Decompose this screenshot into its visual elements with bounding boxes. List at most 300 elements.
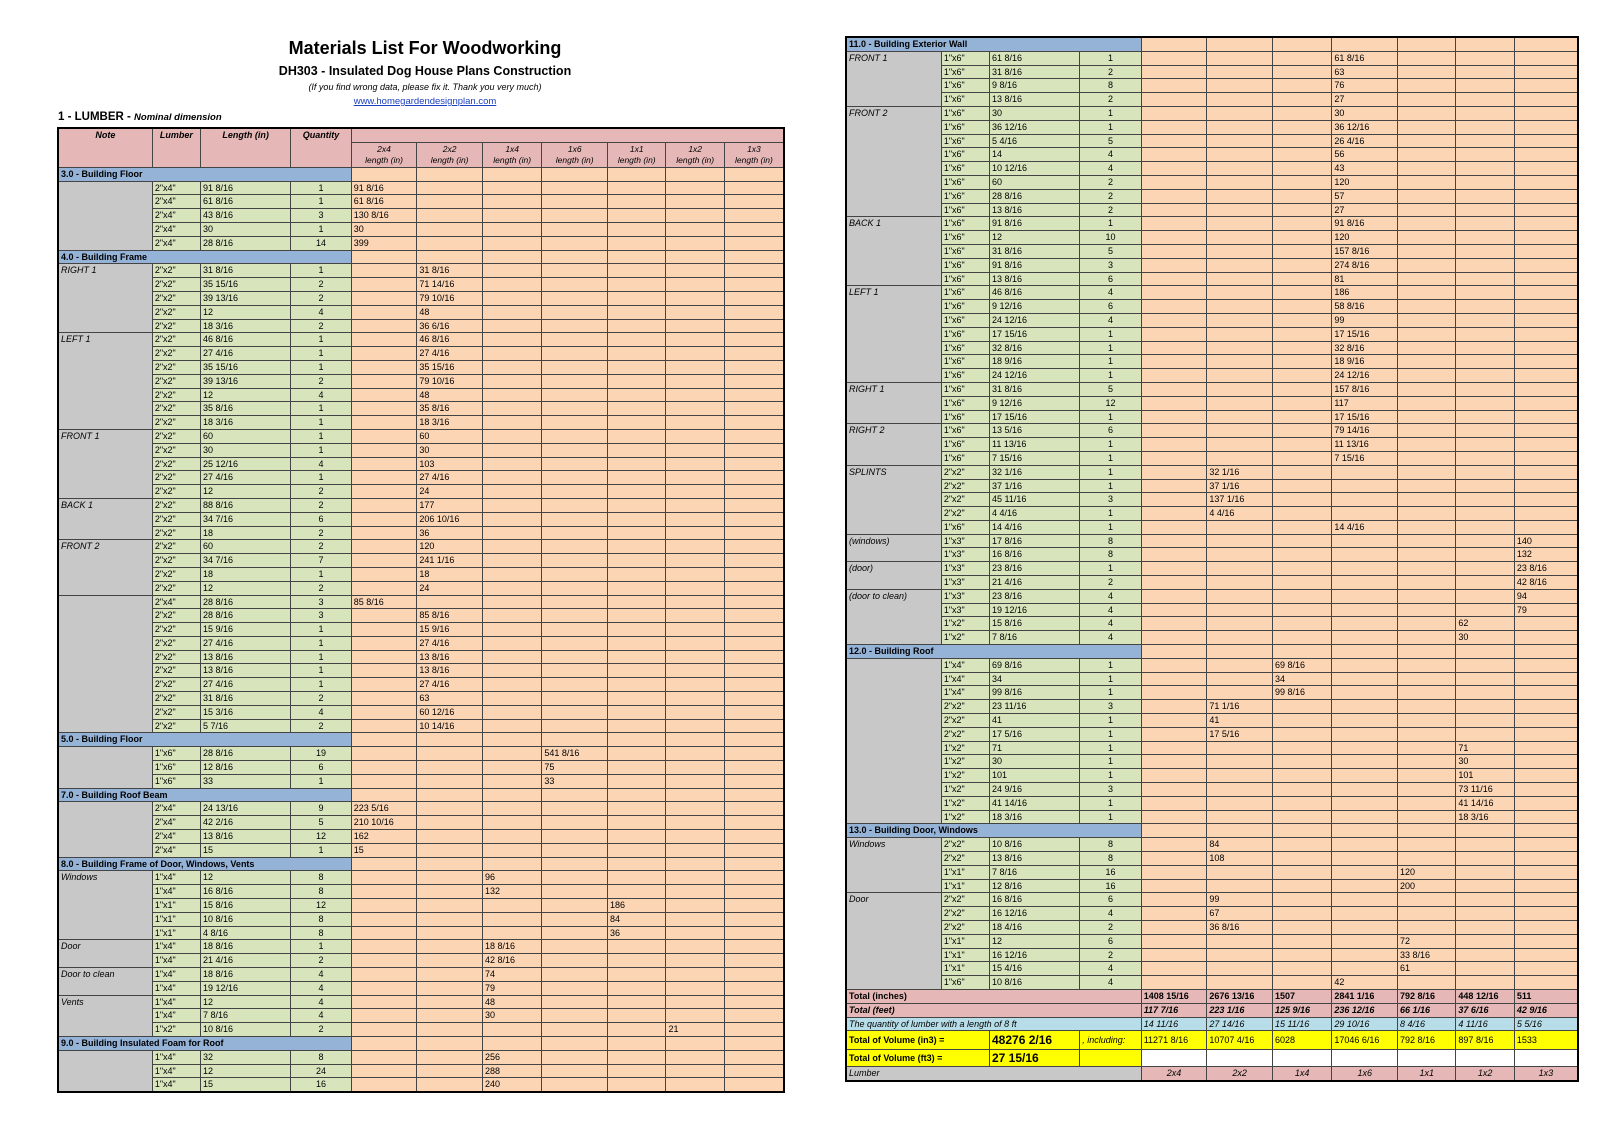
quantity-cell: 2 [291,374,351,388]
value-cell-1x1 [1398,576,1456,590]
value-cell-1x4: 18 8/16 [482,940,541,954]
value-cell-1x6 [1332,810,1398,824]
quantity-cell: 2 [291,954,351,968]
table-row [58,843,784,857]
table-row [846,148,1578,162]
value-cell-1x4 [482,609,541,623]
value-cell-1x1 [1398,327,1456,341]
value-cell-2x4 [1141,244,1207,258]
value-cell-1x4 [1272,451,1331,465]
value-cell-2x2 [417,1050,483,1064]
value-cell-1x3 [724,899,784,913]
value-cell-1x6 [542,1064,608,1078]
value-cell-1x1 [1398,148,1456,162]
lumber-cell: 1"x2" [941,810,989,824]
value-cell-2x4 [351,567,417,581]
section-row [846,824,1578,838]
table-row [846,893,1578,907]
lumber-cell: 2"x2" [152,429,200,443]
value-cell [724,788,784,802]
value-cell-1x6 [1332,741,1398,755]
length-cell: 7 8/16 [990,631,1080,645]
value-cell-2x4 [1141,203,1207,217]
value-cell-1x2 [1456,106,1514,120]
value-cell-2x4 [1141,217,1207,231]
column-type-label: 1x1 [629,143,644,154]
table-row [58,981,784,995]
value-cell-1x3: 79 [1514,603,1578,617]
value-cell-1x1 [1398,217,1456,231]
quantity-cell: 3 [291,609,351,623]
table-row [58,319,784,333]
value-cell-1x1 [1398,493,1456,507]
value-cell-2x4 [351,1078,417,1092]
section-header: 8.0 - Building Frame of Door, Windows, Vents [58,857,351,871]
value-cell-2x2 [1207,134,1273,148]
length-cell: 18 8/16 [201,940,291,954]
lumber-cell: 2"x2" [152,305,200,319]
length-cell: 12 8/16 [201,761,291,775]
value-cell-2x2 [1207,810,1273,824]
value-cell-1x4 [482,416,541,430]
value-cell [417,167,483,181]
value-cell-2x4 [1141,134,1207,148]
length-cell: 13 8/16 [990,93,1080,107]
value-cell-2x4 [1141,93,1207,107]
value-cell-1x2 [666,899,724,913]
table-row [846,534,1578,548]
value-cell-2x2: 27 4/16 [417,471,483,485]
total-feet-row-value: 37 6/16 [1456,1003,1514,1017]
value-cell-1x2 [1456,79,1514,93]
value-cell-2x4 [1141,838,1207,852]
length-cell: 30 [201,443,291,457]
quantity-cell: 1 [291,636,351,650]
value-cell-1x1 [1398,79,1456,93]
lumber-cell: 2"x4" [152,595,200,609]
quantity-cell: 1 [1080,507,1142,521]
lumber-cell: 2"x2" [941,493,989,507]
value-cell-1x6 [542,954,608,968]
length-cell: 28 8/16 [201,747,291,761]
length-cell: 45 11/16 [990,493,1080,507]
value-cell-1x6 [542,443,608,457]
value-cell-1x1 [1398,907,1456,921]
value-cell-1x6 [1332,907,1398,921]
value-cell-1x3 [724,360,784,374]
value-cell-1x6 [1332,755,1398,769]
value-cell-2x2 [1207,51,1273,65]
table-row [846,120,1578,134]
length-cell: 12 [201,871,291,885]
quantity-cell: 1 [1080,355,1142,369]
length-cell: 14 4/16 [990,520,1080,534]
value-cell-2x2: 27 4/16 [417,636,483,650]
length-cell: 43 8/16 [201,209,291,223]
length-cell: 33 [201,774,291,788]
quantity-cell: 12 [291,830,351,844]
value-cell-1x2 [1456,686,1514,700]
quantity-cell: 4 [1080,617,1142,631]
lumber-footer-type: 2x2 [1207,1067,1273,1081]
table-row [846,203,1578,217]
quantity-cell: 6 [1080,934,1142,948]
value-cell-1x6: 32 8/16 [1332,341,1398,355]
quantity-cell: 2 [291,485,351,499]
value-cell-1x2 [666,871,724,885]
length-cell: 91 8/16 [201,181,291,195]
value-cell-1x2: 30 [1456,755,1514,769]
value-cell-1x1 [1398,410,1456,424]
quantity-cell: 1 [1080,769,1142,783]
total-feet-row-value: 223 1/16 [1207,1003,1273,1017]
lumber-cell: 2"x2" [152,319,200,333]
lumber-cell: 2"x2" [941,852,989,866]
value-cell-2x2 [417,595,483,609]
value-cell-1x2 [666,429,724,443]
length-cell: 31 8/16 [990,65,1080,79]
value-cell-1x6 [542,402,608,416]
lumber-cell: 1"x6" [941,424,989,438]
volume-in3-row [846,1031,1578,1050]
value-cell-1x2 [1456,865,1514,879]
value-cell-1x3 [1514,396,1578,410]
value-cell-1x2 [1456,217,1514,231]
table-row [58,1023,784,1037]
value-cell-1x6 [1332,769,1398,783]
value-cell-2x2 [1207,796,1273,810]
quantity-cell: 4 [1080,962,1142,976]
lumber-cell: 1"x6" [941,51,989,65]
value-cell-1x3 [724,278,784,292]
volume-ft3-label: Total of Volume (ft3) = [846,1050,990,1067]
value-cell-1x4 [1272,93,1331,107]
value-cell-1x6: 18 9/16 [1332,355,1398,369]
value-cell-2x4 [1141,589,1207,603]
page-note: (If you find wrong data, please fix it. Thank you very much) [308,82,542,92]
value-cell-2x2: 13 8/16 [417,664,483,678]
value-cell-1x1 [608,347,666,361]
length-cell: 13 8/16 [201,830,291,844]
section-header: 4.0 - Building Frame [58,250,351,264]
lumber-cell: 1"x6" [941,175,989,189]
value-cell-1x4 [482,843,541,857]
lumber-cell: 1"x1" [941,934,989,948]
value-cell-1x6 [1332,658,1398,672]
value-cell-2x2 [417,747,483,761]
quantity-cell: 1 [291,664,351,678]
length-cell: 28 8/16 [201,609,291,623]
length-cell: 7 15/16 [990,451,1080,465]
value-cell-2x4 [351,471,417,485]
lumber-cell: 2"x2" [941,921,989,935]
value-cell-1x4 [1272,948,1331,962]
value-cell-2x2 [1207,589,1273,603]
value-cell-2x4 [351,291,417,305]
value-cell-1x6 [542,830,608,844]
value-cell-1x3 [724,471,784,485]
quantity-cell: 7 [291,554,351,568]
value-cell [417,788,483,802]
value-cell-1x2 [666,581,724,595]
value-cell-1x3 [1514,672,1578,686]
value-cell-1x3 [1514,810,1578,824]
length-cell: 30 [990,755,1080,769]
value-cell-1x4 [482,429,541,443]
section-row [58,167,784,181]
value-cell-1x3 [1514,341,1578,355]
value-cell-1x1 [608,1023,666,1037]
quantity-cell: 1 [1080,341,1142,355]
value-cell [482,250,541,264]
value-cell-1x6 [1332,948,1398,962]
value-cell-1x6 [542,485,608,499]
value-cell-1x2 [666,1009,724,1023]
section-title: 1 - LUMBER [58,111,124,123]
value-cell-2x2 [417,1078,483,1092]
value-cell [666,857,724,871]
value-cell-1x3 [724,692,784,706]
value-cell-2x2 [1207,865,1273,879]
value-cell-1x1 [1398,589,1456,603]
quantity-cell: 2 [291,1023,351,1037]
value-cell-2x4 [351,485,417,499]
value-cell [482,857,541,871]
quantity-cell: 1 [1080,327,1142,341]
value-cell-1x4 [482,498,541,512]
volume-in3-part: 792 8/16 [1398,1031,1456,1050]
lumber-footer-type: 1x3 [1514,1067,1578,1081]
value-cell-1x2 [666,567,724,581]
value-cell-1x6 [542,264,608,278]
value-cell-2x4 [1141,603,1207,617]
value-cell-1x6: 17 15/16 [1332,327,1398,341]
value-cell-1x3 [724,567,784,581]
value-cell [1398,37,1456,51]
table-row [846,217,1578,231]
value-cell-1x1 [1398,258,1456,272]
value-cell-2x2 [1207,934,1273,948]
value-cell-1x4: 48 [482,995,541,1009]
value-cell-1x4 [482,319,541,333]
value-cell-1x4 [1272,217,1331,231]
page-title: Materials List For Woodworking [288,38,562,58]
value-cell-1x2 [666,995,724,1009]
value-cell-1x4 [482,830,541,844]
value-cell-1x1 [608,236,666,250]
value-cell-2x2 [1207,548,1273,562]
lumber-cell: 2"x2" [152,278,200,292]
value-cell-1x1 [1398,534,1456,548]
value-cell-1x4 [482,802,541,816]
table-row [58,692,784,706]
value-cell-2x4 [351,333,417,347]
table-row [846,520,1578,534]
value-cell-2x2 [417,222,483,236]
website-link[interactable]: www.homegardendesignplan.com [353,96,497,107]
value-cell-1x4 [1272,907,1331,921]
table-row [846,451,1578,465]
quantity-cell: 2 [291,719,351,733]
value-cell-1x1: 72 [1398,934,1456,948]
value-cell-1x1 [1398,93,1456,107]
lumber-cell: 2"x2" [152,402,200,416]
table-row [846,755,1578,769]
value-cell-1x2 [1456,327,1514,341]
table-row [58,347,784,361]
value-cell-1x2 [1456,465,1514,479]
value-cell-2x4 [351,636,417,650]
length-cell: 41 [990,714,1080,728]
value-cell [1332,37,1398,51]
value-cell-2x2: 60 12/16 [417,705,483,719]
total-feet-row-value: 42 9/16 [1514,1003,1578,1017]
value-cell-2x4 [1141,396,1207,410]
value-cell-1x4 [1272,162,1331,176]
length-cell: 10 8/16 [201,1023,291,1037]
value-cell-1x6 [542,664,608,678]
note-cell: BACK 1 [58,498,152,539]
value-cell-2x2 [417,940,483,954]
value-cell-1x2 [1456,148,1514,162]
value-cell-1x2 [666,981,724,995]
value-cell-2x2 [1207,962,1273,976]
length-cell: 69 8/16 [990,658,1080,672]
value-cell-1x1 [1398,741,1456,755]
value-cell-1x3 [1514,948,1578,962]
value-cell-1x4 [482,181,541,195]
value-cell-1x1 [608,664,666,678]
value-cell-2x2: 27 4/16 [417,678,483,692]
value-cell [1456,37,1514,51]
value-cell-1x6: 17 15/16 [1332,410,1398,424]
value-cell-1x3 [724,416,784,430]
length-cell: 35 8/16 [201,402,291,416]
value-cell-1x3 [724,485,784,499]
value-cell-1x6: 75 [542,761,608,775]
value-cell-1x6 [542,333,608,347]
value-cell-1x2 [1456,700,1514,714]
value-cell-2x2 [1207,534,1273,548]
value-cell-1x6 [542,968,608,982]
quantity-cell: 1 [291,443,351,457]
value-cell-2x4 [351,540,417,554]
value-cell-1x6 [542,347,608,361]
value-cell-2x4 [1141,921,1207,935]
value-cell-1x6 [1332,714,1398,728]
value-cell-2x2 [1207,203,1273,217]
value-cell-1x6 [1332,631,1398,645]
value-cell-2x2 [417,954,483,968]
lumber-cell: 2"x2" [152,705,200,719]
lumber-cell: 2"x4" [152,181,200,195]
table-row [846,672,1578,686]
value-cell-2x4 [1141,120,1207,134]
value-cell-1x6 [542,388,608,402]
value-cell-1x4 [1272,976,1331,990]
value-cell-1x4: 30 [482,1009,541,1023]
volume-in3-part: 1533 [1514,1031,1578,1050]
length-cell: 42 2/16 [201,816,291,830]
value-cell [724,250,784,264]
lumber-cell: 1"x4" [152,940,200,954]
value-cell-1x4 [482,1023,541,1037]
value-cell-2x4 [351,664,417,678]
note-cell [846,658,941,824]
section-header: 7.0 - Building Roof Beam [58,788,351,802]
value-cell-1x6 [1332,576,1398,590]
value-cell-2x2 [1207,451,1273,465]
lumber-cell: 2"x2" [941,893,989,907]
value-cell-1x6 [1332,783,1398,797]
quantity-cell: 8 [1080,838,1142,852]
value-cell-1x6: 7 15/16 [1332,451,1398,465]
value-cell-2x2 [417,843,483,857]
column-type-label: 1x4 [505,143,520,154]
length-cell: 15 8/16 [201,899,291,913]
value-cell-1x6: 27 [1332,93,1398,107]
column-header-length: Length (in) [201,128,291,167]
value-cell-1x1 [1398,120,1456,134]
value-cell-1x4 [1272,258,1331,272]
value-cell [351,857,417,871]
value-cell-1x2 [1456,231,1514,245]
value-cell [1207,37,1273,51]
value-cell-1x2 [666,1050,724,1064]
value-cell-1x1: 61 [1398,962,1456,976]
value-cell-1x3 [724,443,784,457]
lumber-cell: 1"x6" [941,286,989,300]
table-row [58,1050,784,1064]
value-cell-2x4 [1141,934,1207,948]
value-cell-1x1 [1398,852,1456,866]
value-cell [542,250,608,264]
length-cell: 31 8/16 [201,692,291,706]
length-cell: 13 8/16 [201,664,291,678]
value-cell-2x2 [417,968,483,982]
length-cell: 13 8/16 [990,203,1080,217]
total-feet-row-value: 125 9/16 [1272,1003,1331,1017]
lumber-cell: 1"x6" [941,355,989,369]
value-cell-1x3 [724,954,784,968]
value-cell-1x2 [666,333,724,347]
value-cell-1x6: 42 [1332,976,1398,990]
quantity-cell: 8 [1080,534,1142,548]
value-cell-1x4 [1272,810,1331,824]
table-row [58,457,784,471]
quantity-cell: 1 [1080,217,1142,231]
table-row [58,512,784,526]
quantity-cell: 3 [1080,700,1142,714]
value-cell-1x2 [666,774,724,788]
length-cell: 27 4/16 [201,471,291,485]
value-cell-1x6 [1332,493,1398,507]
quantity-cell: 1 [291,567,351,581]
lumber-footer-type: 1x1 [1398,1067,1456,1081]
lumber-cell: 1"x4" [941,686,989,700]
lumber-cell: 1"x4" [152,885,200,899]
lumber-cell: 1"x6" [152,761,200,775]
length-cell: 17 5/16 [990,727,1080,741]
value-cell-1x3 [1514,962,1578,976]
column-header-2x4 [351,142,417,167]
length-cell: 12 [990,934,1080,948]
value-cell-2x4 [351,940,417,954]
value-cell [417,857,483,871]
table-row [846,313,1578,327]
quantity-cell: 1 [291,623,351,637]
lumber-cell: 1"x6" [941,520,989,534]
